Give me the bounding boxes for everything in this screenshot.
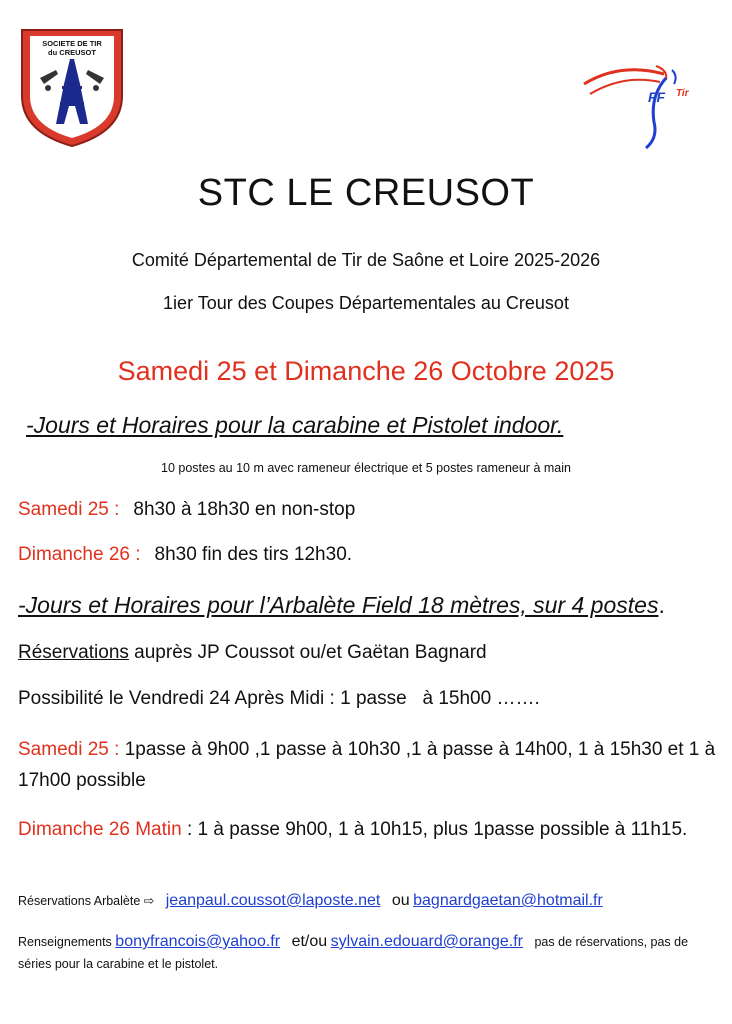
saturday-schedule <box>18 499 355 521</box>
subtitle-committee: Comité Départemental de Tir de Saône et Loire 2025-2026 <box>131 250 601 270</box>
saturday-label: Samedi 25 : <box>18 499 120 520</box>
friday-possibility: Possibilité le Vendredi 24 Après Midi : 1 passe à 15h00 ……. <box>18 688 540 709</box>
sunday-schedule <box>18 544 352 566</box>
section-heading-carabine-pistolet: -Jours et Horaires pour la carabine et Pistolet indoor. <box>26 412 564 438</box>
arbalete-sunday-text: : 1 à passe 9h00, 1 à 10h15, plus 1passe possible à 11h15. <box>186 819 688 840</box>
arbalete-sunday-schedule <box>18 814 718 845</box>
and-or-text: et/ou <box>291 933 328 950</box>
lanes-note: 10 postes au 10 m avec rameneur électrique et 5 postes rameneur à main <box>161 461 571 475</box>
arrow-right-icon: ⇨ <box>143 894 155 908</box>
section-heading-arbalete-text: -Jours et Horaires pour l’Arbalète Field 18 mètres, sur 4 postes <box>18 592 659 618</box>
arbalete-saturday-label: Samedi 25 : <box>18 739 120 760</box>
arbalete-saturday-schedule <box>18 734 718 796</box>
arbalete-sunday-label: Dimanche 26 Matin <box>18 819 182 840</box>
svg-text:FF: FF <box>648 89 666 105</box>
information-label: Renseignements <box>18 935 112 949</box>
subtitle-tour: 1ier Tour des Coupes Départementales au Creusot <box>163 293 569 313</box>
club-logo-text-bottom: du CREUSOT <box>48 48 96 57</box>
sunday-hours: 8h30 fin des tirs 12h30. <box>154 544 353 565</box>
section-heading-arbalete-period: . <box>658 592 665 618</box>
reservations-word: Réservations <box>18 642 129 663</box>
reservations-contacts: auprès JP Coussot ou/et Gaëtan Bagnard <box>134 642 487 663</box>
email-link-edouard[interactable]: sylvain.edouard@orange.fr <box>330 933 523 950</box>
email-link-bony[interactable]: bonyfrancois@yahoo.fr <box>115 933 281 950</box>
information-contacts <box>18 931 718 975</box>
information-tail: pas de réservations, pas de séries pour la carabine et le pistolet. <box>18 935 689 971</box>
sunday-label: Dimanche 26 : <box>18 544 141 565</box>
email-link-coussot[interactable]: jeanpaul.coussot@laposte.net <box>165 892 381 909</box>
or-text: ou <box>391 892 410 909</box>
crossbow-reservations <box>18 892 603 910</box>
date-heading: Samedi 25 et Dimanche 26 Octobre 2025 <box>117 356 615 386</box>
page-title: STC LE CREUSOT <box>197 172 535 214</box>
crossbow-reservations-label: Réservations Arbalète <box>18 894 141 908</box>
section-heading-arbalete <box>18 592 665 619</box>
club-logo-text-top: SOCIETE DE TIR <box>42 39 102 48</box>
arbalete-saturday-text: 1passe à 9h00 ,1 passe à 10h30 ,1 à passe à 14h00, 1 à 15h30 et 1 à 17h00 possible <box>18 739 716 791</box>
reservations-line <box>18 642 487 664</box>
email-link-bagnard[interactable]: bagnardgaetan@hotmail.fr <box>413 892 603 909</box>
fftir-logo-text: Tir <box>676 88 689 99</box>
saturday-hours: 8h30 à 18h30 en non-stop <box>133 499 356 520</box>
club-logo <box>18 26 126 150</box>
fftir-logo <box>580 56 704 152</box>
